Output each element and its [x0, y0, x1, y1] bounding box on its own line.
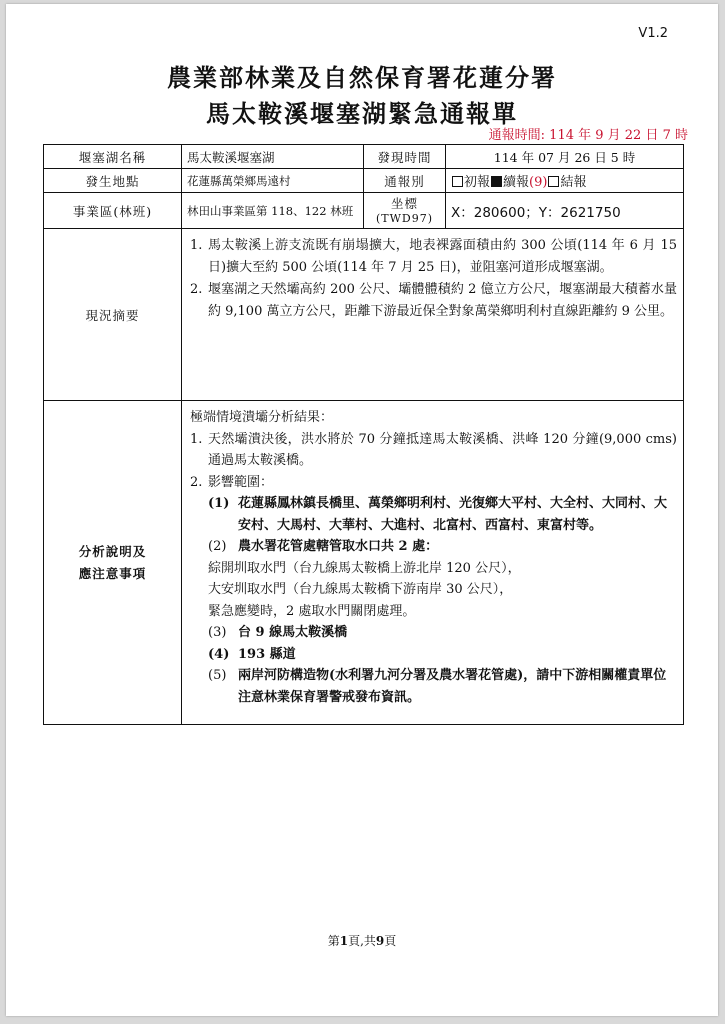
lake-name-label: 堰塞湖名稱: [44, 145, 182, 169]
report-time: 通報時間: 114 年 9 月 22 日 7 時: [488, 128, 688, 143]
impact-subitem: (2) 農水署花管處轄管取水口共 2 處：: [208, 539, 439, 554]
agency-title: 農業部林業及自然保育署花蓮分署: [167, 63, 557, 92]
found-time-value: 114 年 07 月 26 日 5 時: [446, 145, 684, 169]
summary-content: [182, 229, 684, 401]
report-type-continued: 續報: [503, 175, 530, 190]
location-label: 發生地點: [44, 169, 182, 193]
analysis-label-line1: 分析說明及: [78, 543, 147, 559]
report-sequence-number: (9): [529, 175, 548, 190]
coord-label-cell: [364, 193, 446, 229]
version-label: V1.2: [638, 26, 668, 41]
impact-subitem: (5) 兩岸河防構造物(水利署九河分署及農水署花管處)，請中下游相關權責單位注意林業保育署警戒發布資訊。: [208, 668, 667, 705]
report-type-value: [446, 169, 684, 193]
location-value: 花蓮縣萬榮鄉馬遠村: [182, 169, 364, 193]
summary-label: 現況摘要: [44, 229, 182, 401]
summary-item: 1. 馬太鞍溪上游支流既有崩塌擴大，地表裸露面積由約 300 公頃(114 年 6 月 15 日)擴大至約 500 公頃(114 年 7 月 25 日)，並阻塞河道形成堰塞湖。: [190, 238, 677, 275]
page-number: 1: [339, 934, 349, 948]
page-footer: 第1頁,共9頁: [327, 934, 397, 948]
coord-label: 坐標: [390, 195, 418, 211]
summary-item: 2. 堰塞湖之天然壩高約 200 公尺、壩體體積約 2 億立方公尺，堰塞湖最大積蓄水量約 9,100 萬立方公尺，距離下游最近保全對象萬榮鄉明利村直線距離約 9 公里。: [190, 282, 677, 319]
impact-subitem: (3) 台 9 線馬太鞍溪橋: [208, 625, 348, 640]
page-total: 9: [375, 934, 385, 948]
checkbox-unchecked-icon: [452, 176, 463, 187]
checkbox-unchecked-icon: [548, 176, 559, 187]
lake-name-value: 馬太鞍溪堰塞湖: [182, 145, 364, 169]
district-label: 事業區(林班): [44, 193, 182, 229]
document-page: [6, 4, 718, 1016]
analysis-intro: 極端情境潰壩分析結果：: [190, 410, 334, 425]
analysis-item: 2. 影響範圍：: [190, 474, 274, 490]
coord-value: X：280600；Y：2621750: [446, 193, 684, 229]
impact-subitem: (1) 花蓮縣鳳林鎮長橋里、萬榮鄉明利村、光復鄉大平村、大全村、大同村、大安村、大馬村、大華村、大進村、北富村、西富村、東富村等。: [208, 496, 668, 533]
report-type-initial: 初報: [464, 175, 491, 190]
coord-system: (TWD97): [375, 211, 434, 225]
document-title: 馬太鞍溪堰塞湖緊急通報單: [206, 99, 518, 128]
report-type-label: 通報別: [364, 169, 446, 193]
analysis-item: 1. 天然壩潰決後，洪水將於 70 分鐘抵達馬太鞍溪橋、洪峰 120 分鐘(9,000 cms)通過馬太鞍溪橋。: [190, 431, 677, 468]
checkbox-checked-icon: [491, 176, 502, 187]
analysis-content: [182, 401, 684, 725]
intake-detail: 綜開圳取水門（台九線馬太鞍橋上游北岸 120 公尺）， 大安圳取水門（台九線馬太鞍橋下游南岸 30 公尺）， 緊急應變時，2 處取水門關閉處理。: [208, 560, 521, 619]
report-form-table: [43, 144, 684, 725]
analysis-label-line2: 應注意事項: [78, 565, 147, 581]
report-type-final: 結報: [560, 175, 587, 190]
impact-subitem: (4) 193 縣道: [208, 646, 296, 662]
district-value: 林田山事業區第 118、122 林班: [182, 193, 364, 229]
found-time-label: 發現時間: [364, 145, 446, 169]
